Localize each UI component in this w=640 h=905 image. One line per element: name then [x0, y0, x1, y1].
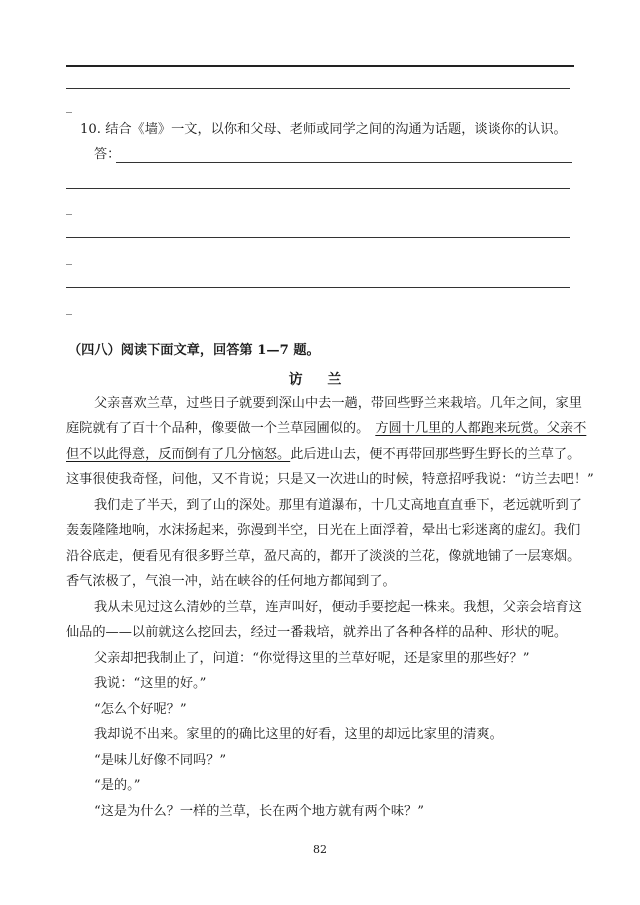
underlined-text: 但不以此得意，反而倒有了几分恼怒。: [66, 447, 291, 462]
article-line: “是的。”: [94, 778, 141, 793]
article-text: 庭院就有了百十个品种，像要做一个兰草园圃似的。: [66, 421, 370, 436]
answer-line[interactable]: [66, 188, 570, 189]
article-line: 我从未见过这么清妙的兰草，连声叫好，便动手要挖起一株来。我想，父亲会培育这: [94, 600, 582, 615]
answer-line[interactable]: [116, 162, 572, 163]
question-number: 10.: [80, 122, 101, 137]
underlined-text: 方圆十几里的人都跑来玩赏。父亲不: [375, 421, 587, 436]
page-number: 82: [313, 843, 327, 856]
article-line: [66, 420, 586, 438]
section-heading: （四八）阅读下面文章，回答第 1—7 题。: [68, 343, 320, 358]
article-line: [66, 446, 580, 464]
answer-line[interactable]: [66, 287, 570, 288]
blank-dash: _: [66, 99, 72, 113]
article-line: 父亲喜欢兰草，过些日子就要到深山中去一趟，带回些野兰来栽培。几年之间，家里: [94, 396, 582, 411]
article-line: 仙品的——以前就这么挖回去，经过一番栽培，就养出了各种各样的品种、形状的呢。: [66, 625, 568, 640]
article-line: 父亲却把我制止了，问道：“你觉得这里的兰草好呢，还是家里的那些好？”: [94, 651, 530, 666]
article-line: 沿谷底走，便看见有很多野兰草，盈尺高的，都开了淡淡的兰花，像就地铺了一层寒烟。: [66, 549, 581, 564]
blank-dash: _: [66, 301, 72, 315]
answer-label: 答：: [94, 147, 121, 162]
answer-line[interactable]: [66, 237, 570, 238]
article-line: 我们走了半天，到了山的深处。那里有道瀑布，十几丈高地直直垂下，老远就听到了: [94, 498, 582, 513]
article-title: 访 兰: [288, 372, 352, 388]
blank-dash: _: [66, 251, 72, 265]
article-line: 香气浓极了，气浪一冲，站在峡谷的任何地方都闻到了。: [66, 574, 396, 589]
article-line: “是味儿好像不同吗？”: [94, 753, 227, 768]
article-line: 这事很使我奇怪，问他，又不肯说；只是又一次进山的时候，特意招呼我说：“访兰去吧！”: [66, 472, 594, 487]
article-line: “这是为什么？一样的兰草，长在两个地方就有两个味？”: [94, 804, 424, 819]
blank-dash: _: [66, 201, 72, 215]
article-line: “怎么个好呢？”: [94, 702, 187, 717]
article-line: 我说：“这里的好。”: [94, 676, 207, 691]
question-10: [80, 121, 567, 139]
question-prompt: 结合《墙》一文，以你和父母、老师或同学之间的沟通为话题，谈谈你的认识。: [105, 122, 567, 137]
top-rule: [66, 65, 574, 67]
article-line: 我却说不出来。家里的的确比这里的好看，这里的却远比家里的清爽。: [94, 727, 503, 742]
article-text: 此后进山去，便不再带回那些野生野长的兰草了。: [290, 447, 581, 462]
answer-line: [66, 88, 570, 89]
article-line: 轰轰隆隆地响，水沫扬起来，弥漫到半空，日光在上面浮着，晕出七彩迷离的虚幻。我们: [66, 523, 581, 538]
